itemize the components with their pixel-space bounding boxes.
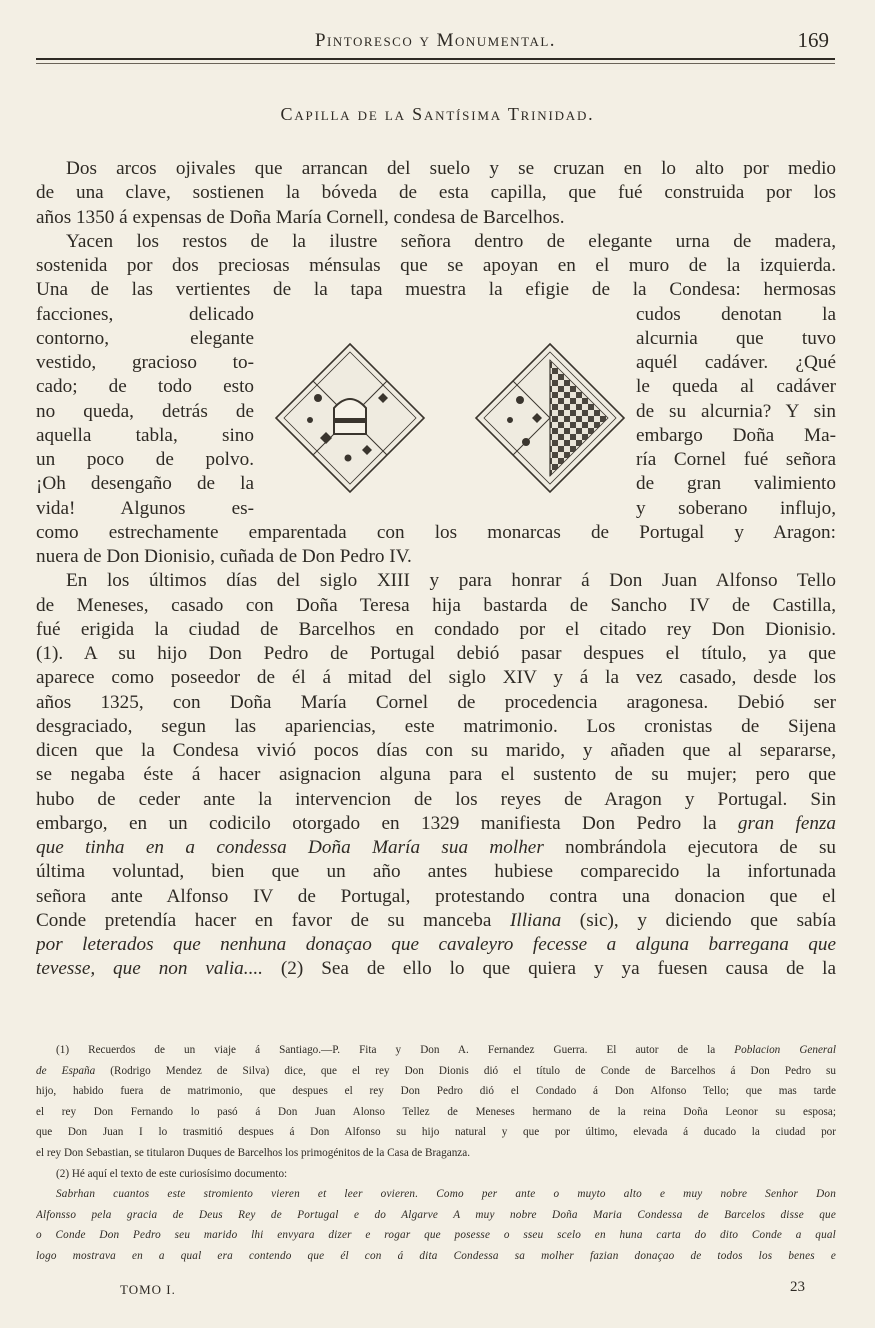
- text-line: Dos arcos ojivales que arrancan del suelo y se cruzan en lo alto por medio: [66, 158, 836, 179]
- page-footer: [120, 1279, 835, 1302]
- text-line: contorno, elegante: [36, 327, 254, 349]
- italic-quote: que tinha en a condessa Doña María sua molher: [36, 837, 544, 858]
- text-line: [36, 957, 836, 981]
- heraldic-shields-illustration: [270, 338, 630, 498]
- text-line: embargo Doña Ma-: [636, 424, 836, 446]
- footnote-line: logo mostrava en a qual era contendo que él con á dita Condessa sa molher fazian donaçao de todos los benes e: [36, 1249, 836, 1262]
- running-head: [36, 26, 835, 56]
- footnote-line: (2) Hé aquí el texto de este curiosísimo documento:: [56, 1167, 288, 1180]
- text-line: de su alcurnia? Y sin: [636, 400, 836, 422]
- footnote-line: [36, 1040, 836, 1061]
- left-shield: [276, 344, 424, 492]
- text-line: desgraciado, segun las apariencias, este matrimonio. Los cronistas de Sijena: [36, 715, 836, 737]
- header-rule-thick: [36, 58, 835, 60]
- italic-title: de España: [36, 1064, 96, 1077]
- text-line: por leterados que nenhuna donaçao que cavaleyro fecesse a alguna barregana que: [36, 934, 836, 955]
- text-line: cado; de todo esto: [36, 376, 254, 398]
- text-line: aparece como poseedor de él á mitad del siglo XIV y á la vez casado, desde los: [36, 667, 836, 689]
- text-line: Una de las vertientes de la tapa muestra la efigie de la Condesa: hermosas: [36, 279, 836, 301]
- text-span: (2) Sea de ello lo que quiera y ya fuesen causa de la: [262, 958, 836, 980]
- text-span: Conde pretendía hacer en favor de su manceba: [36, 909, 510, 931]
- text-line: ría Cornel fué señora: [636, 449, 836, 470]
- footnotes: [36, 1040, 836, 1267]
- text-line: fué erigida la ciudad de Barcelhos en condado por el citado rey Don Dionisio.: [36, 618, 836, 640]
- text-line: vestido, gracioso to-: [36, 352, 254, 373]
- text-span: (sic), y diciendo que sabía: [561, 909, 836, 931]
- text-line: como estrechamente emparentada con los monarcas de Portugal y Aragon:: [36, 521, 836, 543]
- running-title: Pintoresco y Monumental.: [314, 30, 557, 51]
- text-line: [36, 909, 836, 933]
- footnote-line: Alfonsso pela gracia de Deus Rey de Portugal e do Algarve A muy nobre Doña Maria Condessa de Barcelos disse que: [36, 1208, 836, 1221]
- right-shield: [476, 344, 624, 492]
- gathering-mark: 23: [790, 1279, 805, 1295]
- text-line: de una clave, sostienen la bóveda de esta capilla, que fué construida por los: [36, 182, 836, 204]
- text-line: cudos denotan la: [636, 303, 836, 325]
- italic-quote: tevesse, que non valia....: [36, 958, 263, 980]
- text-line: le queda al cadáver: [636, 376, 836, 398]
- text-line: vida! Algunos es-: [36, 497, 254, 519]
- text-line: no queda, detrás de: [36, 400, 254, 422]
- text-span: (Rodrigo Mendez de Silva) dice, que el rey Don Dionis dió el título de Conde de Barcelhos á Don Pedro su: [95, 1064, 836, 1077]
- text-span: nombrándola ejecutora de su: [543, 837, 836, 858]
- footnote-line: [36, 1061, 836, 1082]
- footnote-line: el rey Don Sebastian, se titularon Duques de Barcelhos los primogénitos de la Casa de Braganza.: [36, 1146, 471, 1159]
- text-line: [36, 836, 836, 860]
- text-line: aquella tabla, sino: [36, 424, 254, 446]
- italic-quote: gran fenza: [737, 812, 836, 834]
- footnote-line: o Conde Don Pedro seu marido lhi envyara dizer e rogar que posesse o sseu scelo en huna carta do dito Conde a qual: [36, 1229, 836, 1242]
- text-line: hubo de ceder ante la intervencion de los reyes de Aragon y Portugal. Sin: [36, 788, 836, 810]
- text-line: de gran valimiento: [636, 473, 836, 495]
- italic-title: Poblacion General: [734, 1044, 836, 1056]
- text-line: facciones, delicado: [36, 303, 254, 325]
- section-heading: Capilla de la Santísima Trinidad.: [280, 104, 595, 124]
- italic-name: Illiana: [510, 909, 562, 931]
- footnote-line: que Don Juan I lo trasmitió despues á Don Alfonso su hijo natural y que por último, elevada á ducado la ciudad por: [36, 1126, 836, 1139]
- footnote-line: Sabrhan cuantos este stromiento vieren et leer ovieren. Como per ante o muyto alto e muy nobre Senhor Don: [56, 1188, 836, 1201]
- text-line: y soberano influjo,: [636, 497, 836, 519]
- volume-signature: TOMO I.: [120, 1282, 176, 1297]
- text-line: años 1350 á expensas de Doña María Cornell, condesa de Barcelhos.: [36, 206, 565, 228]
- text-line: última voluntad, bien que un año antes hubiese comparecido la infortunada: [36, 861, 836, 883]
- header-rule-thin: [36, 63, 835, 64]
- text-line: nuera de Don Dionisio, cuñada de Don Pedro IV.: [36, 546, 412, 567]
- text-line: [36, 812, 836, 836]
- text-line: de Meneses, casado con Doña Teresa hija bastarda de Sancho IV de Castilla,: [36, 594, 836, 616]
- text-line: años 1325, con Doña María Cornel de procedencia aragonesa. Debió ser: [36, 691, 836, 713]
- text-line: aquél cadáver. ¿Qué: [636, 352, 836, 373]
- text-span: embargo, en un codicilo otorgado en 1329 manifiesta Don Pedro la: [36, 812, 738, 834]
- text-line: alcurnia que tuvo: [636, 327, 836, 349]
- text-line: Yacen los restos de la ilustre señora dentro de elegante urna de madera,: [66, 230, 836, 252]
- text-line: se negaba éste á hacer asignacion alguna para el sustento de su mujer; pero que: [36, 764, 836, 786]
- body-text: [36, 157, 836, 982]
- text-line: un poco de polvo.: [36, 449, 254, 470]
- page-number: 169: [797, 28, 829, 52]
- text-line: sostenida por dos preciosas ménsulas que se apoyan en el muro de la izquierda.: [36, 255, 836, 276]
- footnote-line: hijo, habido fuera de matrimonio, que despues el rey Don Pedro dió el Condado á Don Alfonso Tello; que mas tarde: [36, 1085, 836, 1098]
- text-line: En los últimos días del siglo XIII y para honrar á Don Juan Alfonso Tello: [66, 570, 836, 592]
- footnote-line: el rey Don Fernando lo pasó á Don Juan Alonso Tellez de Meneses hermano de la reina Doña Leonor su esposa;: [36, 1105, 836, 1118]
- text-line: señora ante Alfonso IV de Portugal, protestando contra una donacion que el: [36, 885, 836, 907]
- text-line: dicen que la Condesa vivió pocos días con su marido, y añaden que al separarse,: [36, 740, 836, 761]
- text-line: (1). A su hijo Don Pedro de Portugal debió pasar despues el título, ya que: [36, 643, 836, 664]
- text-span: (1) Recuerdos de un viaje á Santiago.—P. Fita y Don A. Fernandez Guerra. El autor de la: [56, 1044, 735, 1056]
- text-line: ¡Oh desengaño de la: [36, 473, 254, 495]
